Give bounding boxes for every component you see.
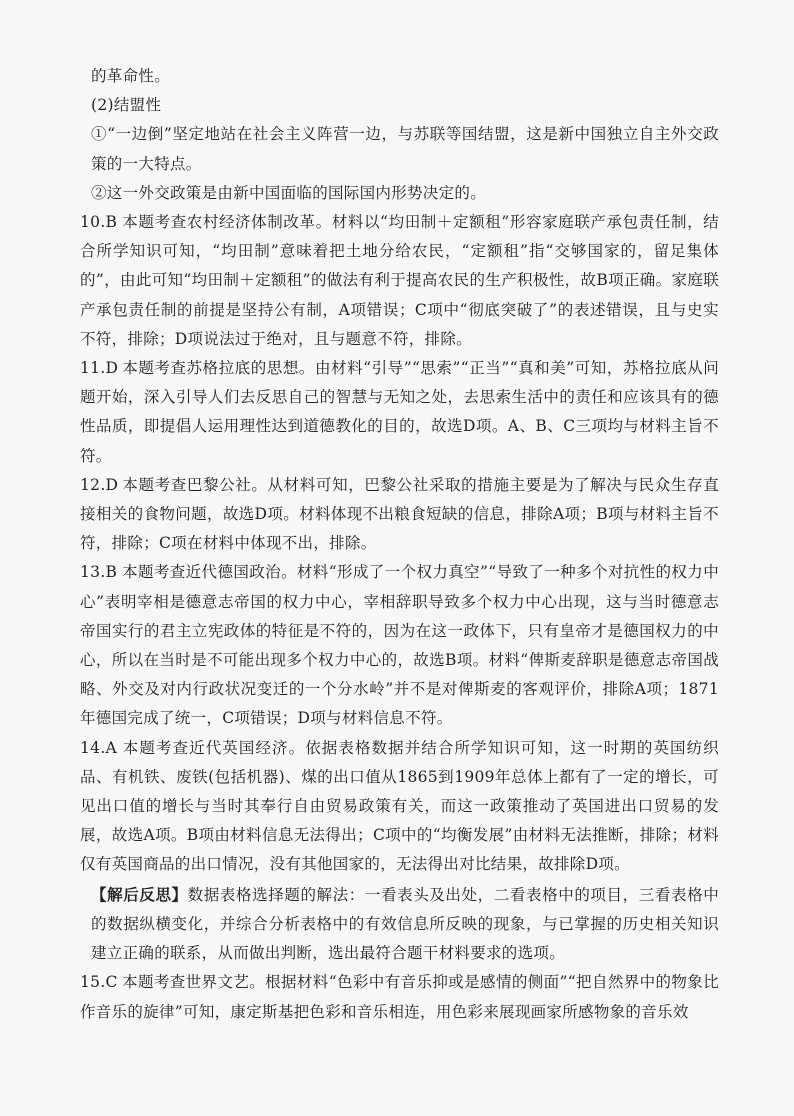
- answer-explanation: 本题考查巴黎公社。从材料可知，巴黎公社采取的措施主要是为了解决与民众生存直接相关的食物问题，故选D项。材料体现不出粮食短缺的信息，排除A项；B项与材料主旨不符，排除；C项在材料中体现不出，排除。: [80, 475, 719, 553]
- answer-explanation: 本题考查近代英国经济。依据表格数据并结合所学知识可知，这一时期的英国纺织品、有机铁、废铁(包括机器)、煤的出口值从1865到1909年总体上都有了一定的增长，可见出口值的增长与当时其奉行自由贸易政策有关，而这一政策推动了英国进出口贸易的发展，故选A项。B项由材料信息无法得出；C项中的“均衡发展”由材料无法推断，排除；材料仅有英国商品的出口情况，没有其他国家的，无法得出对比结果，故排除D项。: [80, 738, 719, 874]
- answer-item-14: [80, 734, 719, 880]
- answer-text: [80, 62, 719, 1027]
- paragraph-point-1: ①“一边倒”坚定地站在社会主义阵营一边，与苏联等国结盟，这是新中国独立自主外交政策的一大特点。: [91, 125, 719, 173]
- answer-item-10: [80, 208, 719, 354]
- answer-number: 13.B: [80, 563, 118, 582]
- answer-explanation: 本题考查农村经济体制改革。材料以“均田制＋定额租”形容家庭联产承包责任制，结合所学知识可知，“均田制”意味着把土地分给农民，“定额租”指“交够国家的，留足集体的”，由此可知“均田制＋定额租”的做法有利于提高农民的生产积极性，故B项正确。家庭联产承包责任制的前提是坚持公有制，A项错误；C项中“彻底突破了”的表述错误，且与史实不符，排除；D项说法过于绝对，且与题意不符，排除。: [80, 213, 719, 348]
- paragraph-heading: (2)结盟性: [91, 96, 162, 115]
- answer-number: 12.D: [80, 475, 119, 494]
- answer-item-15: [80, 968, 719, 1026]
- answer-explanation: 本题考查世界文艺。根据材料“色彩中有音乐抑或是感情的侧面”“把自然界中的物象比作音乐的旋律”可知，康定斯基把色彩和音乐相连，用色彩来展现画家所感物象的音乐效: [80, 973, 719, 1021]
- paragraph-point-2: ②这一外交政策是由新中国面临的国际国内形势决定的。: [91, 183, 487, 202]
- answer-item-11: [80, 354, 719, 471]
- answer-explanation: 本题考查苏格拉底的思想。由材料“引导”“思索”“正当”“真和美”可知，苏格拉底从问题开始，深入引导人们去反思自己的智慧与无知之处，去思索生活中的责任和应该具有的德性品质，即提倡人运用理性达到道德教化的目的，故选D项。A、B、C三项均与材料主旨不符。: [80, 359, 719, 465]
- answer-item-12: [80, 471, 719, 559]
- reflection-note: [91, 880, 719, 969]
- answer-number: 14.A: [80, 738, 118, 757]
- paragraph-continuation: 的革命性。: [91, 67, 171, 85]
- reflection-label: 【解后反思】: [91, 884, 188, 904]
- answer-number: 10.B: [80, 213, 118, 232]
- answer-number: 15.C: [80, 973, 118, 992]
- answer-item-13: [80, 558, 719, 733]
- reflection-text: 数据表格选择题的解法：一看表头及出处，二看表格中的项目，三看表格中的数据纵横变化，并综合分析表格中的有效信息所反映的现象，与已掌握的历史相关知识建立正确的联系，从而做出判断，选出最符合题干材料要求的选项。: [91, 885, 719, 963]
- answer-explanation: 本题考查近代德国政治。材料“形成了一个权力真空”“导致了一种多个对抗性的权力中心”表明宰相是德意志帝国的权力中心，宰相辞职导致多个权力中心出现，这与当时德意志帝国实行的君主立宪政体的特征是不符的，因为在这一政体下，只有皇帝才是德国权力的中心，所以在当时是不可能出现多个权力中心的，故选B项。材料“俾斯麦辞职是德意志帝国战略、外交及对内行政状况变迁的一个分水岭”并不是对俾斯麦的客观评价，排除A项；1871年德国完成了统一，C项错误；D项与材料信息不符。: [80, 563, 719, 728]
- answer-number: 11.D: [80, 359, 119, 378]
